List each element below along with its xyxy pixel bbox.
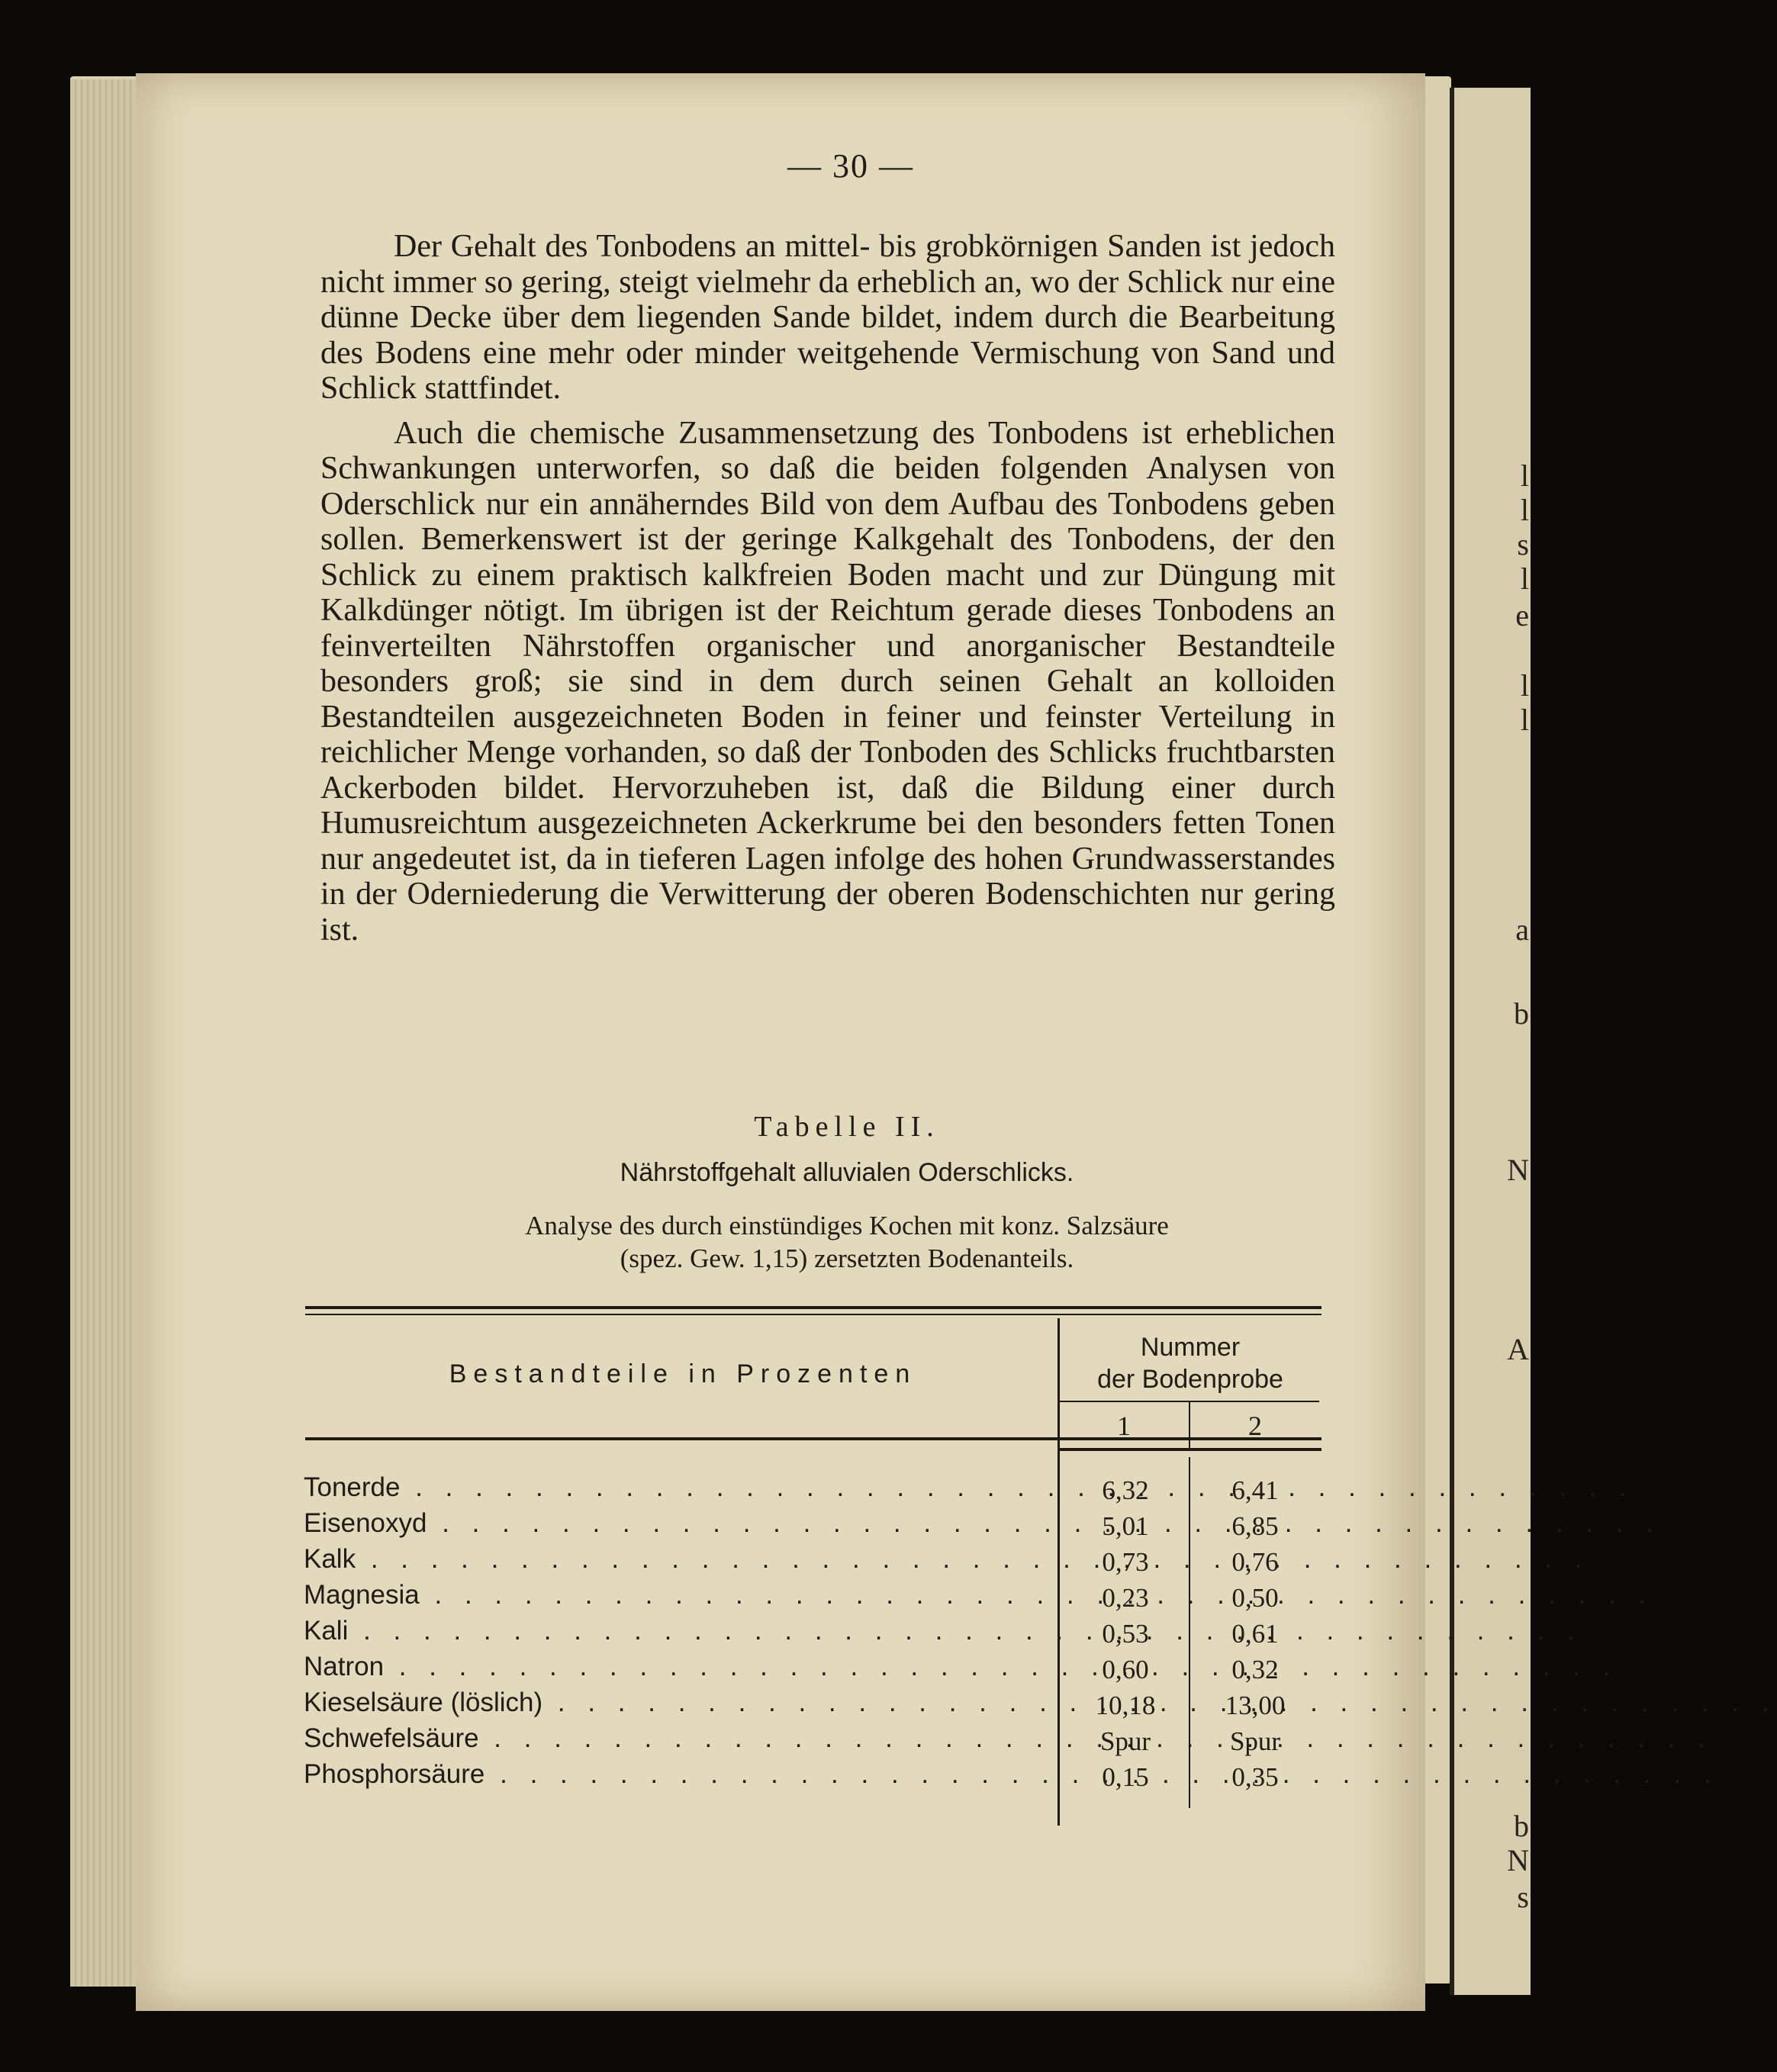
column-header-sample-number <box>1061 1331 1320 1395</box>
value-sample-2: 0,35 <box>1231 1762 1279 1792</box>
table-row <box>304 1723 1330 1760</box>
value-sample-1: Spur <box>1099 1726 1151 1756</box>
margin-letter: l <box>1520 458 1529 493</box>
paragraph: Der Gehalt des Tonbodens an mittel- bis grobkörnigen Sanden ist jedoch nicht immer so gering, steigt vielmehr da erheblich an, wo der Schlick nur eine dünne Decke über dem liegenden Sande bildet, indem durch die Bearbeitung des Bodens eine mehr oder minder weitgehende Vermischung von Sand und Schlick stattfindet. <box>320 229 1335 406</box>
table-row <box>304 1652 1330 1688</box>
margin-letter: N <box>1507 1153 1529 1187</box>
value-sample-1: 0,73 <box>1102 1547 1149 1577</box>
margin-letter: l <box>1520 703 1529 737</box>
description-line: (spez. Gew. 1,15) zersetzten Bodenanteils. <box>620 1244 1074 1273</box>
value-sample-1: 5,01 <box>1102 1511 1149 1541</box>
row-label: Eisenoxyd . . . <box>304 1508 1025 1539</box>
table-row <box>304 1759 1330 1796</box>
margin-letter: s <box>1517 527 1529 561</box>
value-sample-2: 13,00 <box>1225 1691 1286 1720</box>
margin-letter: s <box>1517 1880 1529 1914</box>
header-rule-right <box>1058 1448 1321 1451</box>
value-sample-1: 0,23 <box>1102 1583 1149 1613</box>
sample-number: 2 <box>1248 1411 1262 1441</box>
value-sample-1: 0,15 <box>1102 1762 1149 1792</box>
margin-letter: A <box>1507 1332 1529 1366</box>
table-row <box>304 1688 1330 1724</box>
margin-letter: a <box>1515 912 1529 947</box>
margin-letter: e <box>1515 598 1529 632</box>
value-sample-2: Spur <box>1229 1726 1281 1756</box>
value-sample-2: 0,76 <box>1231 1547 1279 1577</box>
table-row <box>304 1544 1330 1581</box>
column-header-components: Bestandteile in Prozenten <box>449 1359 917 1388</box>
table-row <box>304 1580 1330 1617</box>
value-sample-2: 6,85 <box>1231 1511 1279 1541</box>
value-sample-1: 0,53 <box>1102 1619 1149 1649</box>
value-sample-1: 0,60 <box>1102 1655 1149 1684</box>
value-sample-1: 10,18 <box>1095 1691 1156 1720</box>
value-sample-1: 6,32 <box>1102 1475 1149 1505</box>
sample-number: 1 <box>1117 1411 1131 1441</box>
margin-letter: l <box>1520 668 1529 703</box>
table-description <box>381 1209 1312 1275</box>
row-label: Phosphorsäure . . . <box>304 1759 1025 1790</box>
margin-letter: b <box>1514 1809 1529 1843</box>
row-label: Tonerde . . . <box>304 1472 1025 1503</box>
value-sample-2: 0,32 <box>1231 1655 1279 1684</box>
table-subtitle: Nährstoffgehalt alluvialen Oderschlicks. <box>620 1158 1074 1187</box>
table-row <box>304 1508 1330 1545</box>
page-number: — 30 — <box>787 147 914 185</box>
header-line: Nummer <box>1140 1333 1241 1362</box>
header-line: der Bodenprobe <box>1097 1365 1283 1394</box>
value-sample-2: 6,41 <box>1231 1475 1279 1505</box>
paragraph: Auch die chemische Zusammensetzung des Tonbodens ist erheblichen Schwankungen unterworfen, so daß die beiden folgenden Analysen von Oderschlick nur ein annäherndes Bild von dem Aufbau des Tonbodens geben sollen. Bemerkenswert ist der geringe Kalkgehalt des Tonbodens, der den Schlick zu einem praktisch kalkfreien Boden macht und zur Düngung mit Kalkdünger nötigt. Im übrigen ist der Reichtum gerade dieses Tonbodens an feinverteilten Nährstoffen organischer und anorganischer Bestandteile besonders groß; sie sind in dem durch seinen Gehalt an kolloiden Bestandteilen ausgezeichneten Boden in feiner und feinster Verteilung in reichlicher Menge vorhanden, so daß der Tonboden des Schlicks fruchtbarsten Ackerboden bildet. Hervorzuheben ist, daß die Bildung einer durch Humusreichtum ausgezeichneten Ackerkrume bei den besonders fetten Tonen nur angedeutet ist, da in tieferen Lagen infolge des hohen Grundwasserstandes in der Oderniederung die Verwitterung der oberen Bodenschichten nur gering ist. <box>320 415 1335 948</box>
table-top-rule-thin <box>305 1314 1321 1315</box>
row-label: Kali . . . <box>304 1616 1025 1646</box>
table-title: Tabelle II. <box>754 1111 940 1143</box>
description-line: Analyse des durch einstündiges Kochen mit konz. Salzsäure <box>525 1211 1169 1240</box>
margin-letter: l <box>1520 561 1529 596</box>
row-label: Magnesia . . . <box>304 1580 1025 1610</box>
body-text <box>320 229 1335 957</box>
table-top-rule <box>305 1306 1321 1309</box>
margin-letter: l <box>1520 493 1529 527</box>
row-label: Schwefelsäure . . . <box>304 1723 1025 1754</box>
table-row <box>304 1616 1330 1652</box>
value-sample-2: 0,61 <box>1231 1619 1279 1649</box>
value-sample-2: 0,50 <box>1231 1583 1279 1613</box>
row-label: Natron . . . <box>304 1652 1025 1682</box>
margin-letter: N <box>1507 1843 1529 1877</box>
table-row <box>304 1472 1330 1509</box>
row-label: Kalk . . . <box>304 1544 1025 1575</box>
margin-letter: b <box>1514 996 1529 1031</box>
row-label: Kieselsäure (löslich) . . . <box>304 1688 1025 1718</box>
